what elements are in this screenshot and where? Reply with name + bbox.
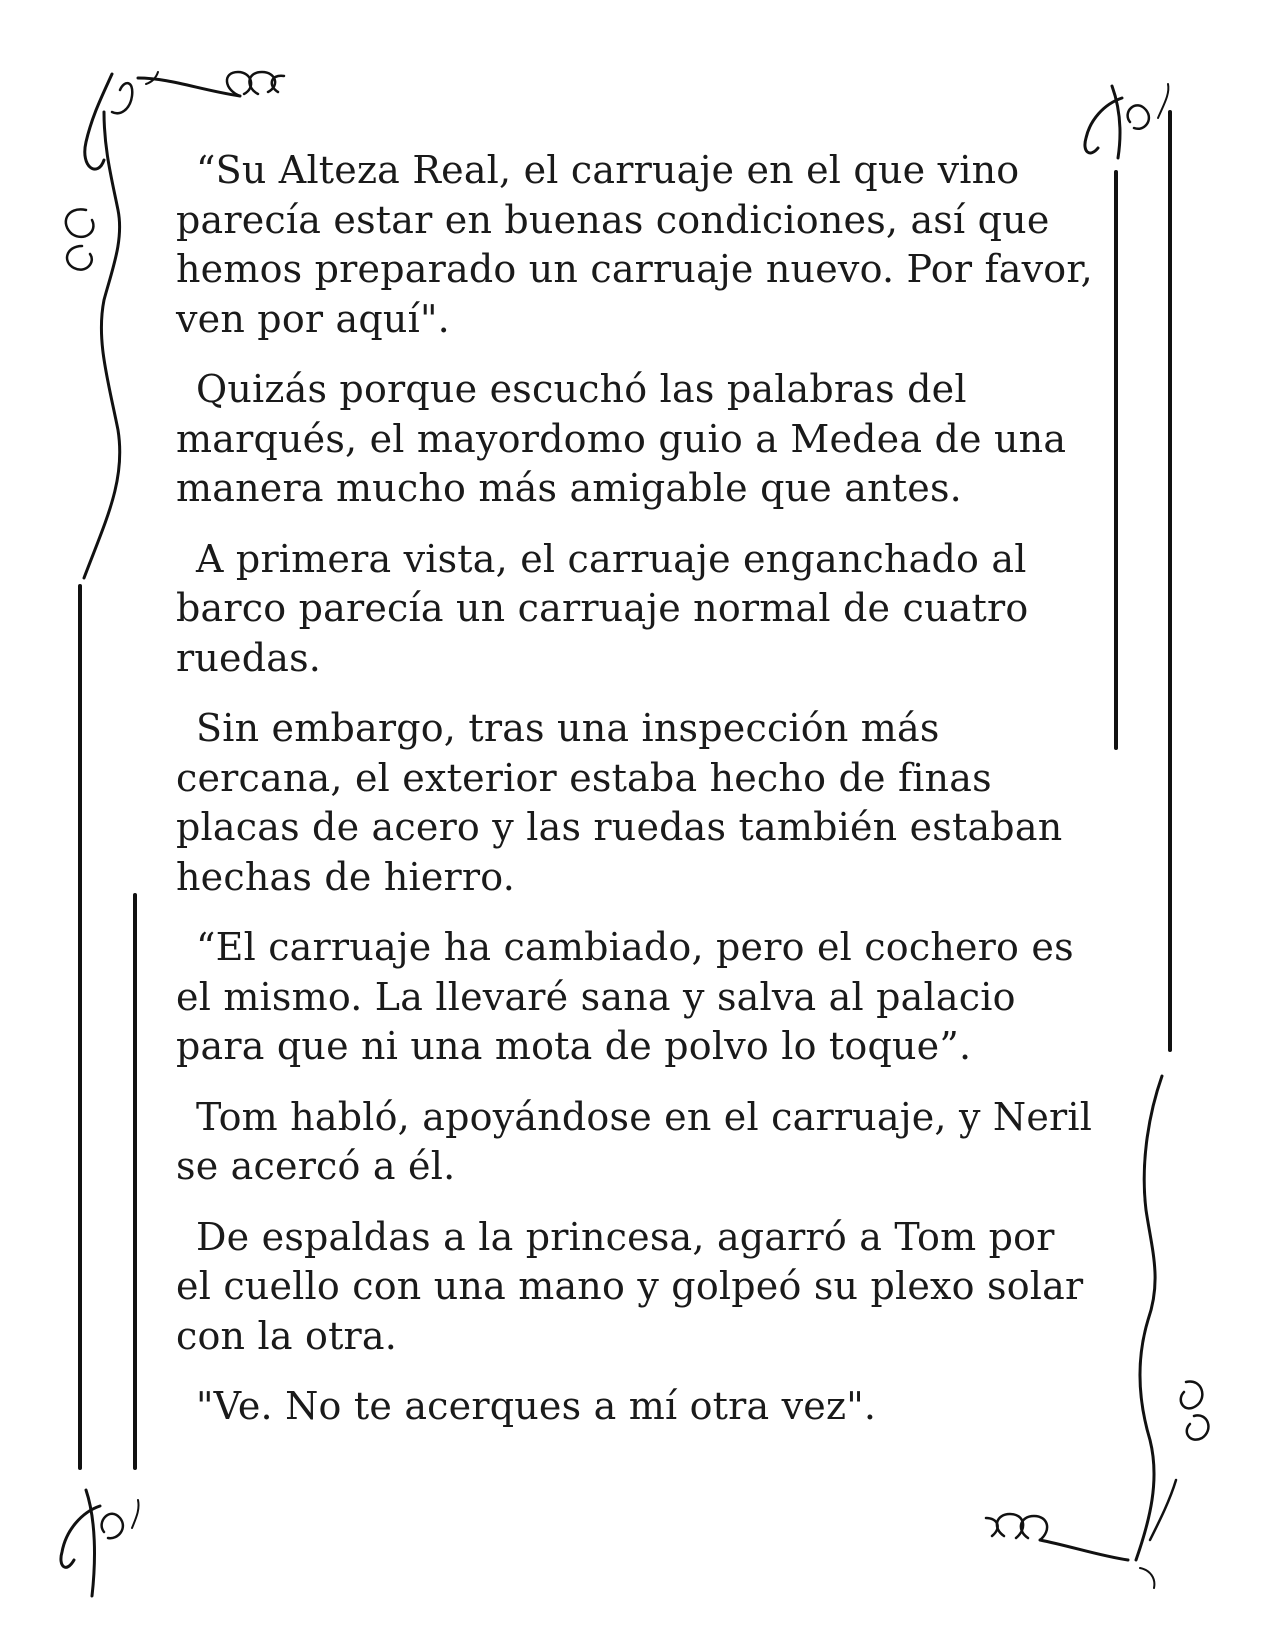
paragraph: Quizás porque escuchó las palabras del marqués, el mayordomo guio a Medea de una manera mucho más amigable que antes.: [176, 367, 1067, 510]
paragraph: A primera vista, el carruaje enganchado al barco parecía un carruaje normal de cuatro ruedas.: [176, 536, 1029, 680]
page-body: [176, 146, 1096, 1453]
paragraph: Sin embargo, tras una inspección más cercana, el exterior estaba hecho de finas placas de acero y las ruedas también estaban hechas de hierro.: [176, 706, 1063, 899]
paragraph: Tom habló, apoyándose en el carruaje, y Neril se acercó a él.: [176, 1094, 1093, 1188]
bottom-left-flourish: [61, 1490, 139, 1596]
paragraph: “Su Alteza Real, el carruaje en el que vino parecía estar en buenas condiciones, así que hemos preparado un carruaje nuevo. Por favor, ven por aquí".: [176, 148, 1093, 341]
paragraph: "Ve. No te acerques a mí otra vez".: [196, 1384, 877, 1428]
paragraph: “El carruaje ha cambiado, pero el cochero es el mismo. La llevaré sana y salva al palacio para que ni una mota de polvo lo toque”.: [176, 925, 1074, 1068]
top-right-flourish: [1085, 84, 1168, 158]
paragraph: De espaldas a la princesa, agarró a Tom por el cuello con una mano y golpeó su plexo solar con la otra.: [176, 1214, 1084, 1358]
